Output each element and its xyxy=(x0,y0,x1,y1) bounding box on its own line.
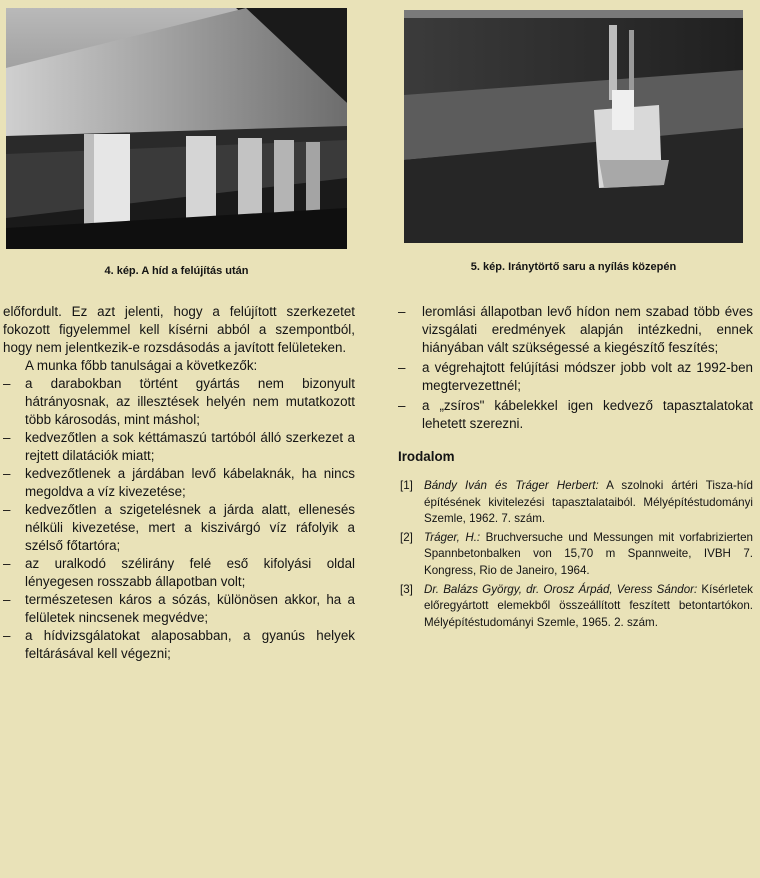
right-column xyxy=(398,303,753,633)
continued-list xyxy=(398,303,753,433)
list-item-text: kedvezőtlen a szigetelésnek a járda alatt, ellenesés nélküli kivezetése, mert a kiszivárgó víz ráfolyik a szélső főtartóra; xyxy=(25,502,355,553)
list-item xyxy=(3,465,355,501)
intro-paragraph: előfordult. Ez azt jelenti, hogy a felújított szerkezetet fokozott figyelemmel kell kísérni abból a szempontból, hogy nem jelentkezik-e rozsdásodás a javított felületeken. xyxy=(3,304,355,355)
dash-marker: – xyxy=(398,304,406,319)
list-item-text: az uralkodó szélirány felé eső kifolyási oldal lényegesen rosszabb állapotban volt; xyxy=(25,556,355,589)
references-list xyxy=(398,478,753,631)
references-heading: Irodalom xyxy=(398,449,455,464)
dash-marker: – xyxy=(3,592,11,607)
lessons-list xyxy=(3,375,355,663)
list-item-text: leromlási állapotban levő hídon nem szabad több éves vizsgálati eredmények alapján intézkedni, ennek hiányában vált szükségessé a kiegészítő feszítés; xyxy=(422,304,753,355)
reference-authors: Dr. Balázs György, dr. Orosz Árpád, Veress Sándor: xyxy=(424,582,698,596)
bearing-photo-graphic xyxy=(404,10,743,243)
reference-text: Bruchversuche und Messungen mit vorfabrizierten Spannbetonbalken von 15,70 m Spannweite, IVBH 7. Kongress, Rio de Janeiro, 1964. xyxy=(424,530,753,577)
dash-marker: – xyxy=(3,628,11,643)
reference-authors: Tráger, H.: xyxy=(424,530,481,544)
left-column xyxy=(3,303,355,663)
reference-number: [3] xyxy=(400,582,413,596)
list-item-text: természetesen káros a sózás, különösen akkor, ha a felületek nincsenek megvédve; xyxy=(25,592,355,625)
figure-4-photo xyxy=(6,8,347,249)
dash-marker: – xyxy=(3,376,11,391)
list-item xyxy=(398,397,753,433)
list-item xyxy=(398,359,753,395)
figure-5-caption: 5. kép. Iránytörtő saru a nyílás közepén xyxy=(470,261,677,273)
dash-marker: – xyxy=(3,502,11,517)
reference-authors: Bándy Iván és Tráger Herbert: xyxy=(424,479,599,492)
list-item-text: kedvezőtlen a sok kéttámaszú tartóból álló szerkezet a rejtett dilatációk miatt; xyxy=(25,430,355,463)
figure-4-caption: 4. kép. A híd a felújítás után xyxy=(104,265,249,277)
reference-text: Kísérletek előregyártott elemekből összeállított feszített betontartókon. Mélyépítéstudományi Szemle, 1965. 2. szám. xyxy=(424,582,753,629)
figure-5-photo xyxy=(404,10,743,243)
reference-number: [1] xyxy=(400,479,413,492)
list-item xyxy=(3,375,355,429)
dash-marker: – xyxy=(3,430,11,445)
list-item xyxy=(398,303,753,357)
reference-item xyxy=(398,582,753,632)
reference-text: A szolnoki ártéri Tisza-híd építésének kivitelezési tapasztalataiból. Mélyépítéstudományi Szemle, 1962. 7. szám. xyxy=(424,479,753,526)
lessons-heading: A munka főbb tanulságai a következők: xyxy=(25,358,258,373)
list-item-text: a végrehajtott felújítási módszer jobb volt az 1992-ben megtervezettnél; xyxy=(422,360,753,393)
dash-marker: – xyxy=(398,398,406,413)
list-item-text: a hídvizsgálatokat alaposabban, a gyanús helyek feltárásával kell végezni; xyxy=(25,628,355,661)
dash-marker: – xyxy=(3,556,11,571)
list-item xyxy=(3,591,355,627)
list-item-text: a „zsíros" kábelekkel igen kedvező tapasztalatokat lehetett szerezni. xyxy=(422,398,753,431)
reference-number: [2] xyxy=(400,530,413,544)
dash-marker: – xyxy=(398,360,406,375)
bridge-photo-graphic xyxy=(6,8,347,249)
list-item xyxy=(3,429,355,465)
list-item xyxy=(3,501,355,555)
list-item xyxy=(3,555,355,591)
reference-item xyxy=(398,530,753,580)
reference-item xyxy=(398,478,753,528)
dash-marker: – xyxy=(3,466,11,481)
list-item-text: a darabokban történt gyártás nem bizonyult hátrányosnak, az illesztések helyén nem mutatkozott több károsodás, mint máshol; xyxy=(25,376,355,427)
list-item xyxy=(3,627,355,663)
list-item-text: kedvezőtlenek a járdában levő kábelaknák, ha nincs megoldva a víz kivezetése; xyxy=(25,466,355,499)
